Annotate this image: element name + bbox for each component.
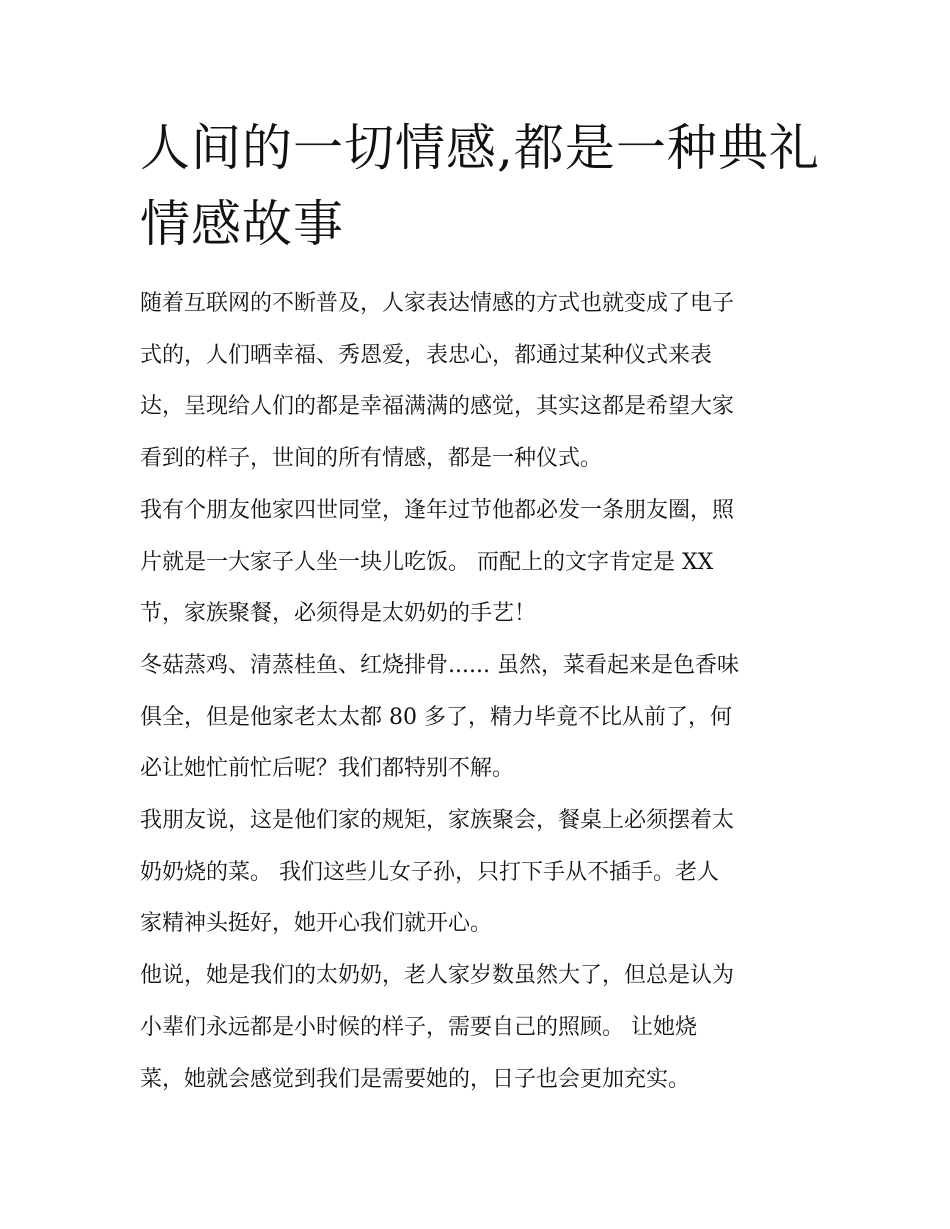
paragraph-line: 冬菇蒸鸡、清蒸桂鱼、红烧排骨...... 虽然，菜看起来是色香味 [140,652,739,678]
paragraph-line: 我朋友说，这是他们家的规矩，家族聚会，餐桌上必须摆着太 [140,808,735,834]
paragraph-line: 片就是一大家子人坐一块儿吃饭。 而配上的文字肯定是 XX [140,549,714,575]
paragraph-line: 节，家族聚餐，必须得是太奶奶的手艺！ [140,601,537,627]
paragraph-line: 奶奶烧的菜。 我们这些儿女子孙，只打下手从不插手。老人 [140,859,719,885]
title-line-2: 情感故事 [140,195,344,253]
paragraph-2 [140,485,820,640]
article-body [140,278,820,1105]
article-title [140,110,830,262]
paragraph-line: 菜，她就会感觉到我们是需要她的，日子也会更加充实。 [140,1066,691,1092]
paragraph-line: 家精神头挺好，她开心我们就开心。 [140,911,493,937]
paragraph-line: 随着互联网的不断普及，人家表达情感的方式也就变成了电子 [140,291,735,316]
paragraph-line: 他说，她是我们的太奶奶，老人家岁数虽然大了，但总是认为 [140,963,735,989]
paragraph-line: 式的，人们晒幸福、秀恩爱，表忠心，都通过某种仪式来表 [140,342,713,368]
paragraph-4 [140,795,820,950]
paragraph-line: 小辈们永远都是小时候的样子，需要自己的照顾。 让她烧 [140,1014,697,1040]
paragraph-5 [140,950,820,1105]
title-line-1: 人间的一切情感,都是一种典礼 [140,119,820,177]
paragraph-line: 看到的样子，世间的所有情感，都是一种仪式。 [140,446,603,472]
paragraph-line: 俱全，但是他家老太太都 80 多了，精力毕竟不比从前了，何 [140,704,732,730]
paragraph-line: 我有个朋友他家四世同堂，逢年过节他都必发一条朋友圈，照 [140,497,735,523]
paragraph-line: 达，呈现给人们的都是幸福满满的感觉，其实这都是希望大家 [140,394,735,420]
paragraph-line: 必让她忙前忙后呢？我们都特别不解。 [140,756,515,782]
paragraph-3 [140,640,820,795]
paragraph-1 [140,278,820,485]
